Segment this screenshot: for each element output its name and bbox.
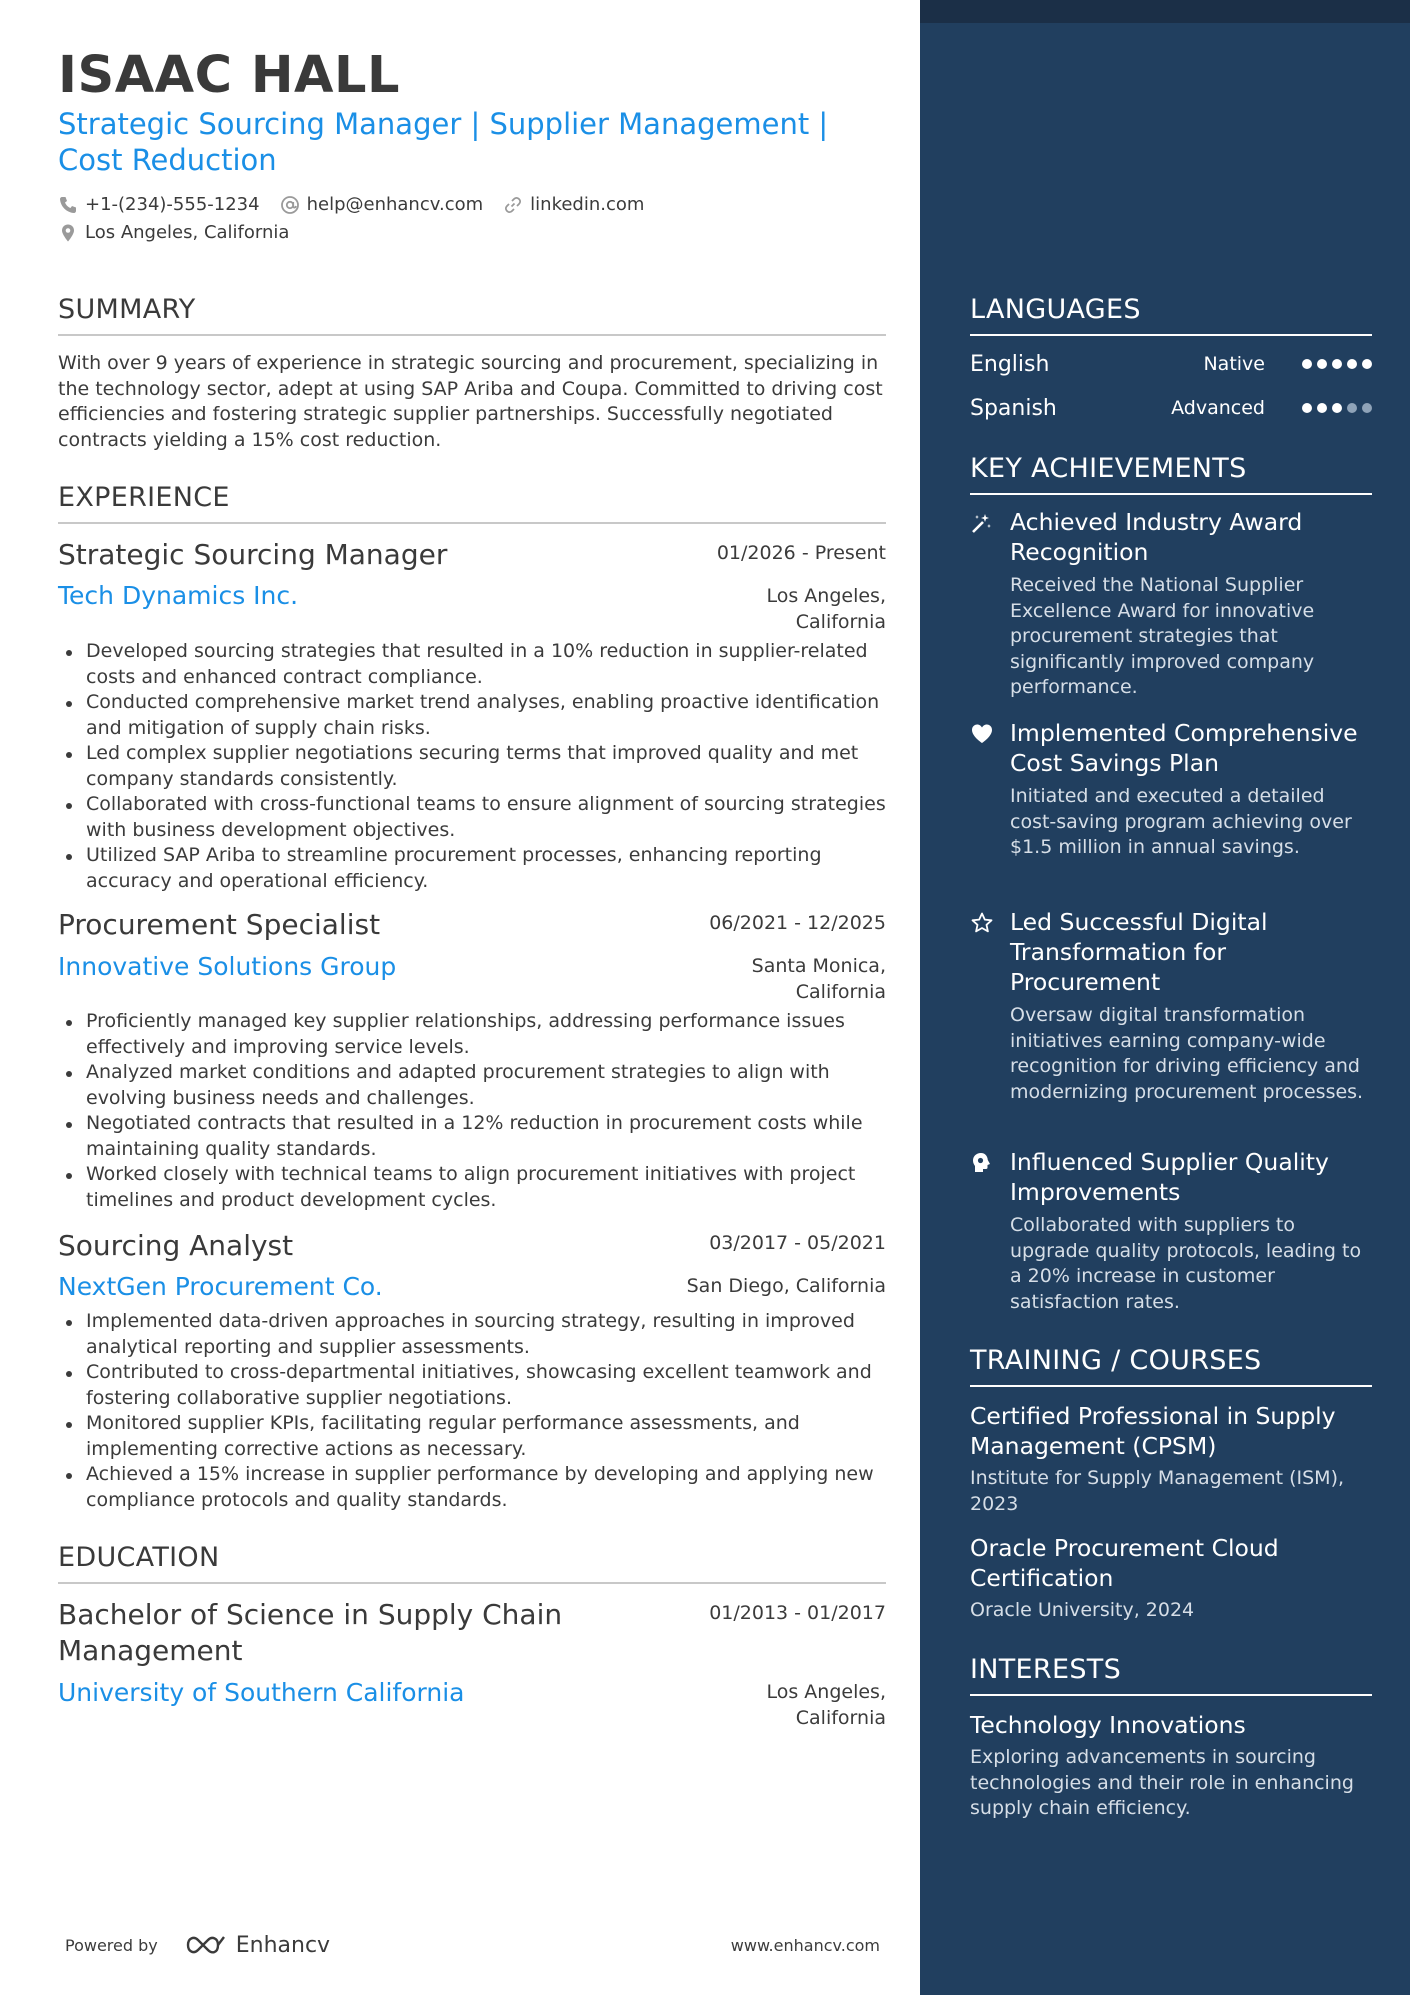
training-title: TRAINING / COURSES <box>970 1343 1372 1387</box>
language-name: English <box>970 351 1050 377</box>
enhancv-logo[interactable] <box>184 1932 330 1958</box>
infinity-logo-icon <box>184 1932 232 1958</box>
footer-url[interactable]: www.enhancv.com <box>730 1935 880 1955</box>
achievement-item <box>970 718 1372 861</box>
achievement-title: Achieved Industry Award Recognition <box>1010 508 1303 566</box>
achievement-item <box>970 1147 1372 1315</box>
candidate-name: ISAAC HALL <box>58 46 400 105</box>
location-row <box>58 221 309 245</box>
education-location-line-1: Los Angeles, <box>766 1681 886 1703</box>
language-row <box>970 349 1372 379</box>
job-title: Procurement Specialist <box>58 908 381 941</box>
list-item: Analyzed market conditions and adapted procurement strategies to align with evolving business needs and challenges. <box>58 1060 888 1111</box>
company-name: Innovative Solutions Group <box>58 952 397 981</box>
headline-line-2: Cost Reduction <box>58 143 277 177</box>
education-location-line-2: California <box>795 1707 886 1729</box>
list-item: Utilized SAP Ariba to streamline procurement processes, enhancing reporting accuracy and operational efficiency. <box>58 843 888 894</box>
job-dates: 03/2017 - 05/2021 <box>709 1232 886 1254</box>
job-location <box>626 1273 886 1299</box>
languages-title: LANGUAGES <box>970 292 1372 336</box>
education-dates: 01/2013 - 01/2017 <box>709 1602 886 1624</box>
linkedin-text: linkedin.com <box>530 194 645 215</box>
list-item: Conducted comprehensive market trend analyses, enabling proactive identification and mitigation of supply chain risks. <box>58 690 888 741</box>
email-item[interactable] <box>280 193 484 217</box>
list-item: Proficiently managed key supplier relationships, addressing performance issues effectively and improving service levels. <box>58 1009 888 1060</box>
proficiency-dot-filled <box>1317 359 1327 369</box>
degree-line-2: Management <box>58 1634 243 1667</box>
job-location-line-1: Santa Monica, <box>751 955 886 977</box>
proficiency-dot-empty <box>1362 403 1372 413</box>
achievements-title: KEY ACHIEVEMENTS <box>970 451 1372 495</box>
job-location <box>626 583 886 635</box>
job-title: Strategic Sourcing Manager <box>58 538 448 571</box>
sidebar <box>920 0 1410 1995</box>
course-item <box>970 1533 1372 1624</box>
email-text: help@enhancv.com <box>306 194 484 215</box>
list-item: Negotiated contracts that resulted in a 12% reduction in procurement costs while maintaining quality standards. <box>58 1111 888 1162</box>
interest-item <box>970 1710 1372 1822</box>
job-location-line-1: Los Angeles, <box>766 585 886 607</box>
contact-row <box>58 193 664 217</box>
headline <box>58 106 858 178</box>
degree-title <box>58 1597 618 1669</box>
list-item: Worked closely with technical teams to align procurement initiatives with project timelines and product development cycles. <box>58 1162 888 1213</box>
language-level: Advanced <box>1171 397 1265 419</box>
achievement-title: Implemented Comprehensive Cost Savings Plan <box>1010 719 1358 777</box>
sidebar-top-bar <box>920 0 1410 23</box>
phone-item[interactable] <box>58 193 260 217</box>
job-bullets <box>58 1009 888 1213</box>
phone-text: +1-(234)-555-1234 <box>85 194 260 215</box>
interest-desc: Exploring advancements in sourcing technologies and their role in enhancing supply chain efficiency. <box>970 1746 1354 1819</box>
achievement-item <box>970 507 1372 701</box>
proficiency-dot-filled <box>1317 403 1327 413</box>
list-item: Implemented data-driven approaches in sourcing strategy, resulting in improved analytical reporting and supplier assessments. <box>58 1309 888 1360</box>
proficiency-dot-filled <box>1362 359 1372 369</box>
star-outline-icon <box>970 911 994 935</box>
achievement-desc: Oversaw digital transformation initiatives earning company-wide recognition for driving efficiency and modernizing procurement processes. <box>1010 1004 1364 1103</box>
list-item: Developed sourcing strategies that resulted in a 10% reduction in supplier-related costs and enhanced contract compliance. <box>58 639 888 690</box>
job-location-line-2: California <box>795 611 886 633</box>
course-title: Certified Professional in Supply Management (CPSM) <box>970 1402 1336 1460</box>
job-location-line-2: California <box>795 981 886 1003</box>
company-name: NextGen Procurement Co. <box>58 1272 383 1301</box>
course-desc: Oracle University, 2024 <box>970 1599 1195 1621</box>
powered-by-text: Powered by <box>65 1935 158 1955</box>
proficiency-dot-filled <box>1302 359 1312 369</box>
list-item: Led complex supplier negotiations securing terms that improved quality and met company standards consistently. <box>58 741 888 792</box>
summary-title: SUMMARY <box>58 292 886 336</box>
achievement-item <box>970 907 1372 1105</box>
list-item: Achieved a 15% increase in supplier performance by developing and applying new compliance protocols and quality standards. <box>58 1462 888 1513</box>
at-sign-icon <box>280 195 300 215</box>
magic-wand-icon <box>970 511 994 535</box>
heart-icon <box>970 722 994 746</box>
phone-icon <box>58 195 78 215</box>
proficiency-dots <box>1297 403 1372 413</box>
job-dates: 01/2026 - Present <box>716 542 886 564</box>
job-title: Sourcing Analyst <box>58 1229 294 1262</box>
language-name: Spanish <box>970 395 1057 421</box>
linkedin-item[interactable] <box>503 193 644 217</box>
achievement-desc: Initiated and executed a detailed cost-saving program achieving over $1.5 million in annual savings. <box>1010 785 1352 858</box>
achievement-desc: Collaborated with suppliers to upgrade quality protocols, leading to a 20% increase in customer satisfaction rates. <box>1010 1214 1362 1313</box>
interests-title: INTERESTS <box>970 1652 1372 1696</box>
degree-line-1: Bachelor of Science in Supply Chain <box>58 1598 563 1631</box>
link-icon <box>503 195 523 215</box>
achievement-title: Influenced Supplier Quality Improvements <box>1010 1148 1329 1206</box>
job-dates: 06/2021 - 12/2025 <box>709 912 886 934</box>
location-item <box>58 221 289 245</box>
list-item: Contributed to cross-departmental initiatives, showcasing excellent teamwork and fostering collaborative supplier negotiations. <box>58 1360 888 1411</box>
summary-text: With over 9 years of experience in strategic sourcing and procurement, specializing in the technology sector, adept at using SAP Ariba and Coupa. Committed to driving cost efficiencies and fostering strategic supplier partnerships. Successfully negotiated contracts yielding a 15% cost reduction. <box>58 352 883 451</box>
footer <box>65 1930 880 1960</box>
proficiency-dot-empty <box>1347 403 1357 413</box>
headline-line-1: Strategic Sourcing Manager | Supplier Management | <box>58 107 829 141</box>
head-gear-icon <box>970 1151 994 1175</box>
language-level: Native <box>1203 353 1265 375</box>
language-row <box>970 393 1372 423</box>
proficiency-dot-filled <box>1302 403 1312 413</box>
course-desc: Institute for Supply Management (ISM), 2023 <box>970 1467 1345 1515</box>
achievement-title: Led Successful Digital Transformation for Procurement <box>1010 908 1268 996</box>
proficiency-dot-filled <box>1332 359 1342 369</box>
education-title: EDUCATION <box>58 1540 886 1584</box>
proficiency-dots <box>1297 359 1372 369</box>
experience-title: EXPERIENCE <box>58 480 886 524</box>
job-location-line-1: San Diego, California <box>686 1275 886 1297</box>
proficiency-dot-filled <box>1347 359 1357 369</box>
list-item: Monitored supplier KPIs, facilitating regular performance assessments, and implementing corrective actions as necessary. <box>58 1411 888 1462</box>
course-title: Oracle Procurement Cloud Certification <box>970 1534 1279 1592</box>
location-pin-icon <box>58 223 78 243</box>
school-name: University of Southern California <box>58 1678 465 1707</box>
brand-name: Enhancv <box>235 1932 331 1958</box>
education-location <box>626 1679 886 1731</box>
company-name: Tech Dynamics Inc. <box>58 581 299 610</box>
achievement-desc: Received the National Supplier Excellence Award for innovative procurement strategies that significantly improved company performance. <box>1010 574 1315 698</box>
location-text: Los Angeles, California <box>85 222 290 243</box>
list-item: Collaborated with cross-functional teams to ensure alignment of sourcing strategies with business development objectives. <box>58 792 888 843</box>
interest-title: Technology Innovations <box>970 1711 1246 1739</box>
job-location <box>626 953 886 1005</box>
course-item <box>970 1401 1372 1517</box>
job-bullets <box>58 1309 888 1513</box>
proficiency-dot-filled <box>1332 403 1342 413</box>
job-bullets <box>58 639 888 894</box>
